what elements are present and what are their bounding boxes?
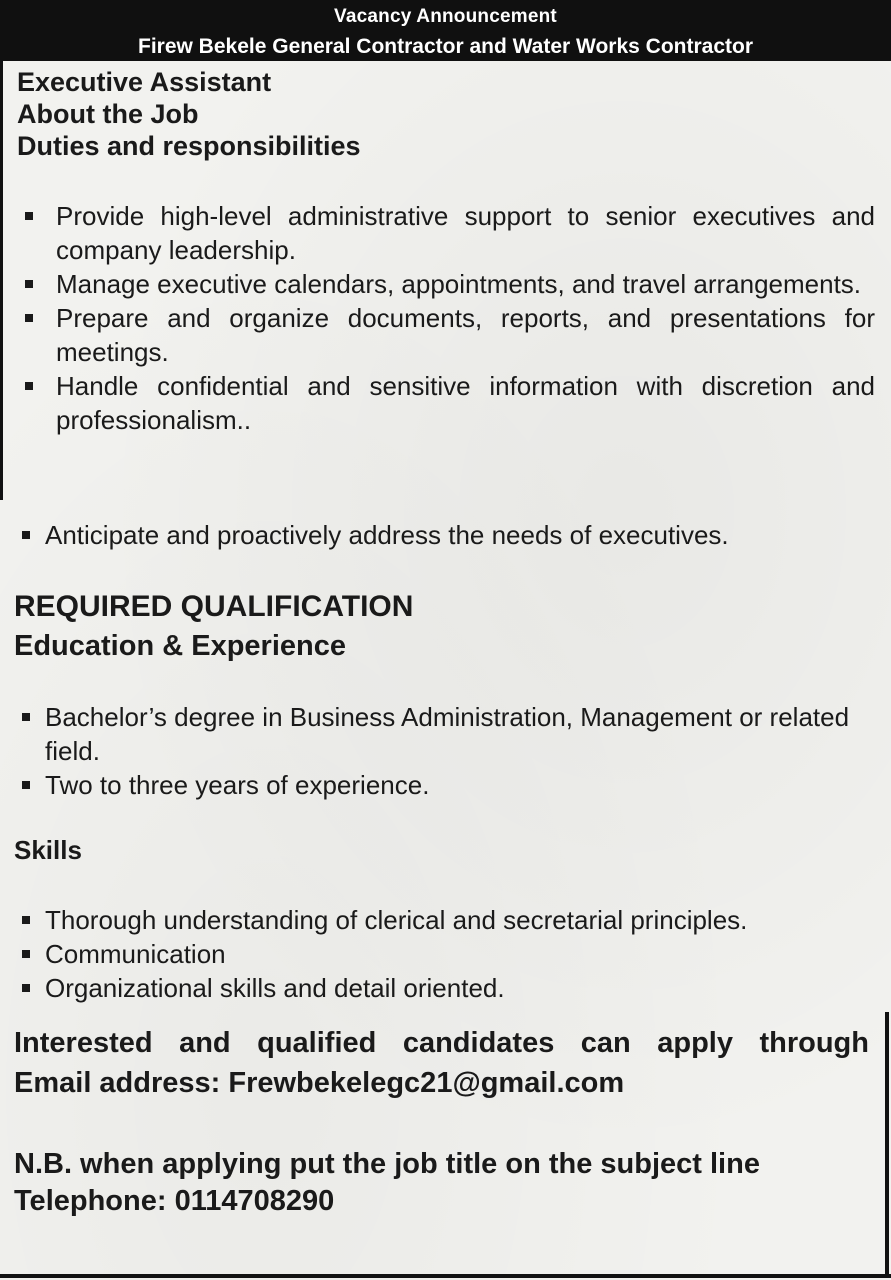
- email-address: Email address: Frewbekelegc21@gmail.com: [14, 1067, 625, 1099]
- company-name: Firew Bekele General Contractor and Water Works Contractor: [138, 35, 753, 58]
- duties-list: [25, 199, 875, 437]
- bullet-icon: [22, 781, 30, 789]
- education-experience-label: Education & Experience: [14, 630, 346, 662]
- header-title: Vacancy Announcement: [334, 6, 557, 27]
- nb-note: N.B. when applying put the job title on the subject line: [14, 1148, 760, 1180]
- list-item: Two to three years of experience.: [22, 768, 887, 802]
- list-item: Bachelor’s degree in Business Administration, Management or related field.: [22, 700, 887, 768]
- left-border-rule: [0, 61, 3, 500]
- bullet-icon: [25, 280, 33, 288]
- bullet-icon: [25, 382, 33, 390]
- duties-list-continued: [22, 518, 882, 552]
- list-item: Anticipate and proactively address the needs of executives.: [22, 518, 882, 552]
- bullet-icon: [22, 984, 30, 992]
- list-item: Communication: [22, 937, 882, 971]
- bullet-icon: [25, 314, 33, 322]
- job-title: Executive Assistant: [17, 67, 272, 97]
- list-item: Organizational skills and detail oriented.: [22, 971, 882, 1005]
- education-list: [22, 700, 887, 802]
- bullet-icon: [22, 713, 30, 721]
- telephone: Telephone: 0114708290: [14, 1185, 335, 1217]
- bullet-icon: [25, 212, 33, 220]
- right-border-rule: [885, 1012, 889, 1274]
- list-item: Handle confidential and sensitive information with discretion and professionalism..: [25, 369, 875, 437]
- list-item: Manage executive calendars, appointments, and travel arrangements.: [25, 267, 875, 301]
- list-item: Provide high-level administrative support to senior executives and company leadership.: [25, 199, 875, 267]
- skills-list: [22, 903, 882, 1005]
- duties-label: Duties and responsibilities: [17, 131, 361, 161]
- list-item: Thorough understanding of clerical and secretarial principles.: [22, 903, 882, 937]
- announcement-header: [0, 0, 891, 61]
- bottom-border-rule: [0, 1274, 891, 1278]
- bullet-icon: [22, 950, 30, 958]
- about-job-label: About the Job: [17, 99, 199, 129]
- bullet-icon: [22, 916, 30, 924]
- required-qualification-heading: REQUIRED QUALIFICATION: [14, 590, 414, 623]
- bullet-icon: [22, 531, 30, 539]
- skills-label: Skills: [14, 835, 82, 865]
- apply-instruction: Interested and qualified candidates can apply through: [14, 1027, 869, 1059]
- list-item: Prepare and organize documents, reports, and presentations for meetings.: [25, 301, 875, 369]
